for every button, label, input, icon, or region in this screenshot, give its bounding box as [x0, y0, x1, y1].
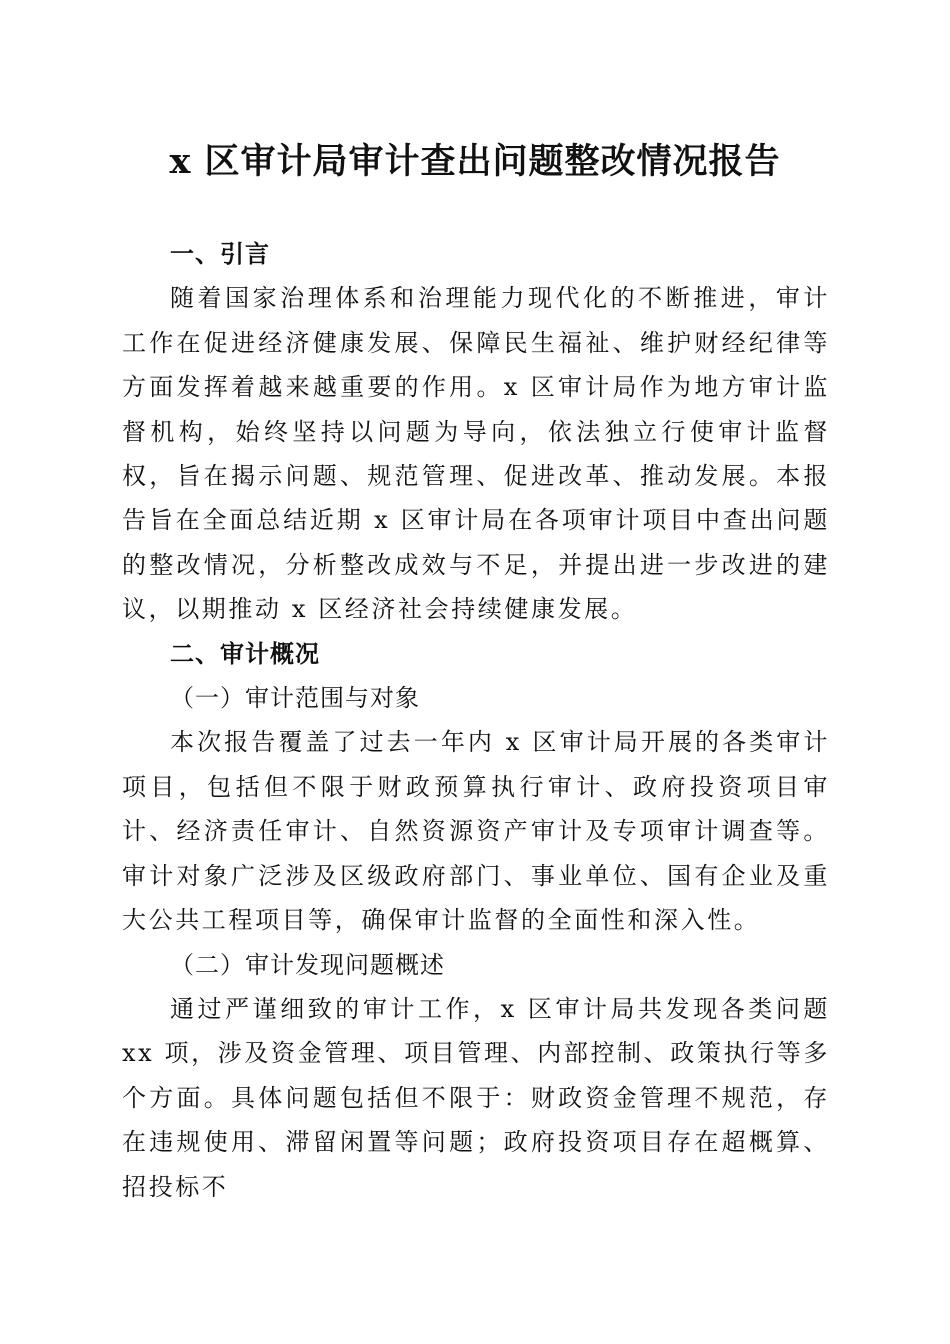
section-heading-overview: 二、审计概况 — [170, 639, 320, 668]
document-title: x 区审计局审计查出问题整改情况报告 — [169, 141, 781, 182]
section-heading-intro: 一、引言 — [170, 240, 270, 268]
findings-paragraph: 通过严谨细致的审计工作，x 区审计局共发现各类问题 xx 项，涉及资金管理、项目管理、内部控制、政策执行等多个方面。具体问题包括但不限于：财政资金管理不规范，存在违规使用、滞留闲置等问题；政府投资项目存在超概算、招投标不 — [122, 994, 830, 1201]
document-body — [122, 232, 830, 1209]
subsection-heading-findings: （二）审计发现问题概述 — [170, 950, 445, 979]
scope-paragraph: 本次报告覆盖了过去一年内 x 区审计局开展的各类审计项目，包括但不限于财政预算执行审计、政府投资项目审计、经济责任审计、自然资源资产审计及专项审计调查等。审计对象广泛涉及区级政府部门、事业单位、国有企业及重大公共工程项目等，确保审计监督的全面性和深入性。 — [122, 728, 830, 935]
subsection-heading-scope: （一）审计范围与对象 — [170, 684, 420, 713]
intro-paragraph: 随着国家治理体系和治理能力现代化的不断推进，审计工作在促进经济健康发展、保障民生福祉、维护财经纪律等方面发挥着越来越重要的作用。x 区审计局作为地方审计监督机构，始终坚持以问题为导向，依法独立行使审计监督权，旨在揭示问题、规范管理、促进改革、推动发展。本报告旨在全面总结近期 x 区审计局在各项审计项目中查出问题的整改情况，分析整改成效与不足，并提出进一步改进的建议，以期推动 x 区经济社会持续健康发展。 — [122, 284, 830, 624]
